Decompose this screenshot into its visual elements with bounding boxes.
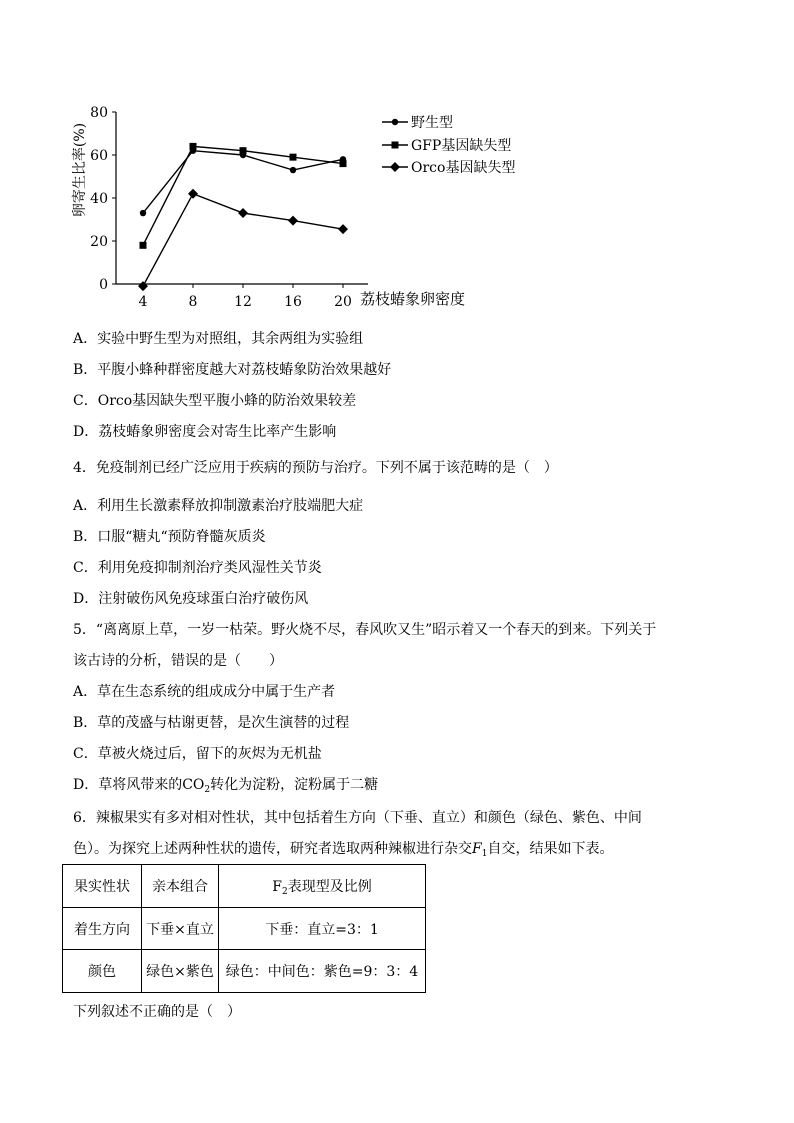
header-result-post: 表现型及比例: [287, 878, 372, 895]
q3-option-c: C．Orco基因缺失型平腹小蜂的防治效果较差: [73, 393, 357, 409]
y-tick-label: 80: [90, 105, 108, 121]
cell-trait: 着生方向: [63, 908, 142, 950]
legend-marker: [390, 162, 400, 172]
q5-option-b: B．草的茂盛与枯谢更替，是次生演替的过程: [73, 715, 350, 731]
data-point: [138, 281, 148, 291]
q3-option-d: D．荔枝蝽象卵密度会对寄生比率产生影响: [73, 424, 337, 440]
data-point: [290, 167, 296, 173]
data-point: [338, 224, 348, 234]
x-tick-label: 4: [138, 294, 148, 310]
x-tick-label: 8: [188, 294, 198, 310]
q6-after-table: 下列叙述不正确的是（ ）: [73, 1004, 241, 1020]
q6-stem-line2: [73, 840, 613, 863]
data-point: [288, 216, 298, 226]
header-result-pre: F: [272, 878, 282, 895]
data-point: [290, 154, 297, 161]
cell-cross: 绿色×紫色: [142, 950, 219, 993]
data-point: [190, 143, 197, 150]
data-point: [340, 160, 347, 167]
q5-stem-line1: 5．“离离原上草，一岁一枯荣。野火烧不尽，春风吹又生”昭示着又一个春天的到来。下列关于: [73, 622, 657, 638]
q6-stem-sub: 1: [481, 849, 488, 859]
q5-stem-line2: 该古诗的分析，错误的是（ ）: [73, 653, 283, 669]
data-point: [140, 242, 147, 249]
cell-result: 绿色：中间色：紫色=9：3：4: [219, 950, 426, 993]
x-axis-label: 荔枝蝽象卵密度: [360, 290, 466, 308]
q5-option-d-sub: 2: [204, 785, 211, 795]
cell-result: 下垂：直立=3：1: [219, 908, 426, 950]
cell-cross: 下垂×直立: [142, 908, 219, 950]
line-chart: [60, 100, 550, 315]
data-point: [238, 208, 248, 218]
q4-option-c: C．利用免疫抑制剂治疗类风湿性关节炎: [73, 560, 322, 576]
q4-option-d: D．注射破伤风免疫球蛋白治疗破伤风: [73, 591, 309, 607]
legend-marker: [392, 142, 399, 149]
cell-trait: 颜色: [63, 950, 142, 993]
chart-svg: [60, 100, 550, 315]
legend-label: Orco基因缺失型: [411, 160, 516, 176]
header-result: [219, 865, 426, 908]
legend-label: GFP基因缺失型: [411, 138, 512, 154]
x-tick-label: 12: [234, 294, 252, 310]
table-row: [63, 950, 426, 993]
series-line: [143, 194, 343, 286]
y-tick-label: 0: [99, 277, 108, 293]
header-trait: 果实性状: [63, 865, 142, 908]
q5-option-c: C．草被火烧过后，留下的灰烬为无机盐: [73, 746, 322, 762]
y-axis-label: 卵寄生比率(%): [72, 122, 88, 218]
legend-label: 野生型: [411, 115, 453, 131]
q4-option-b: B．口服“糖丸“预防脊髓灰质炎: [73, 529, 266, 545]
q3-option-b: B．平腹小蜂种群密度越大对荔枝蝽象防治效果越好: [73, 362, 392, 378]
data-point: [240, 147, 247, 154]
table-header-row: [63, 865, 426, 908]
results-table: [62, 864, 426, 993]
q5-option-d: [73, 776, 378, 799]
q5-option-d-pre: D．草将风带来的CO: [73, 777, 205, 793]
q4-stem: 4．免疫制剂已经广泛应用于疾病的预防与治疗。下列不属于该范畴的是（ ）: [73, 460, 558, 476]
y-tick-label: 60: [90, 148, 108, 164]
q3-option-a: A．实验中野生型为对照组，其余两组为实验组: [73, 331, 364, 347]
data-point: [140, 210, 146, 216]
q6-stem-var: F: [472, 841, 482, 857]
data-point: [188, 189, 198, 199]
q5-option-a: A．草在生态系统的组成成分中属于生产者: [73, 684, 336, 700]
q6-stem-post: 自交，结果如下表。: [487, 841, 614, 857]
x-tick-label: 16: [284, 294, 302, 310]
y-tick-label: 40: [90, 191, 108, 207]
header-result-sub: 2: [281, 886, 288, 897]
q4-option-a: A．利用生长激素释放抑制激素治疗肢端肥大症: [73, 498, 364, 514]
q6-stem-line1: 6．辣椒果实有多对相对性状，其中包括着生方向（下垂、直立）和颜色（绿色、紫色、中间: [73, 810, 642, 826]
q5-option-d-post: 转化为淀粉，淀粉属于二糖: [210, 777, 379, 793]
legend-marker: [392, 119, 398, 125]
q6-stem-pre: 色）。为探究上述两种性状的遗传，研究者选取两种辣椒进行杂交: [73, 841, 472, 857]
table-row: [63, 908, 426, 950]
header-cross: 亲本组合: [142, 865, 219, 908]
x-tick-label: 20: [334, 294, 352, 310]
y-tick-label: 20: [90, 234, 108, 250]
